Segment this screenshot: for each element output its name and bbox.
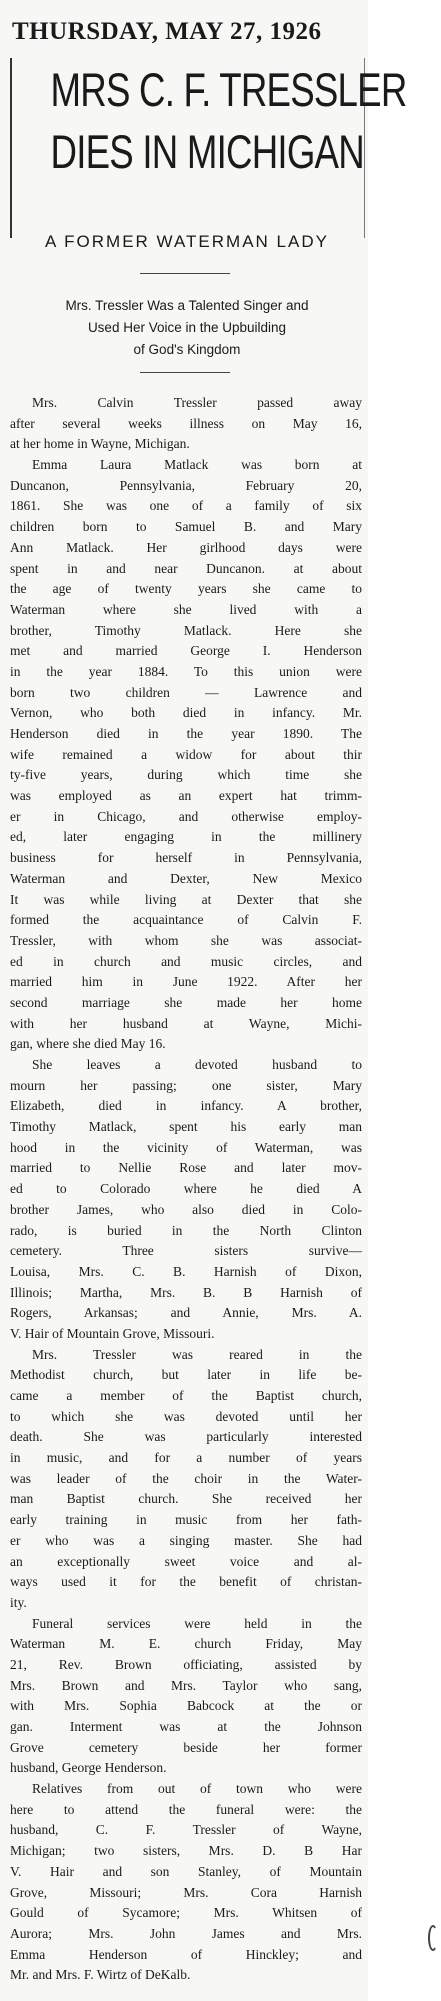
article-line: ity.: [10, 1594, 27, 1610]
article-line: Illinois; Martha, Mrs. B. B Harnish of: [10, 1284, 362, 1300]
article-line: Timothy Matlack, spent his early man: [10, 1119, 362, 1135]
article-line: Waterman and Dexter, New Mexico: [10, 870, 362, 886]
article-line: husband, C. F. Tressler of Wayne,: [10, 1822, 362, 1838]
scan-artifact: [428, 1925, 438, 1951]
article-line: an exceptionally sweet voice and al-: [10, 1553, 362, 1569]
article-line: er who was a singing master. She had: [10, 1532, 362, 1548]
article-line: hood in the vicinity of Waterman, was: [10, 1139, 362, 1155]
article-line: married him in June 1922. After her: [10, 974, 362, 990]
article-line: ed to Colorado where he died A: [10, 1181, 362, 1197]
article-line: Mrs. Calvin Tressler passed away: [32, 395, 362, 410]
article-line: came a member of the Baptist church,: [10, 1388, 362, 1403]
article-line: to which she was devoted until her: [10, 1408, 362, 1424]
article-line: met and married George I. Henderson: [10, 643, 362, 659]
deck-line-1: Mrs. Tressler Was a Talented Singer and: [65, 298, 309, 313]
article-line: in the year 1884. To this union were: [10, 663, 362, 679]
article-line: was employed as an expert hat trimm-: [10, 788, 362, 804]
article-line: er in Chicago, and otherwise employ-: [10, 808, 362, 824]
article-line: gan, where she died May 16.: [10, 1036, 166, 1052]
article-line: brother, Timothy Matlack. Here she: [10, 622, 362, 638]
article-line: Methodist church, but later in life be-: [10, 1367, 362, 1383]
subheadline: A FORMER WATERMAN LADY: [45, 232, 329, 251]
article-line: at her home in Wayne, Michigan.: [10, 436, 190, 452]
article-line: Henderson died in the year 1890. The: [10, 726, 362, 741]
article-line: V. Hair of Mountain Grove, Missouri.: [10, 1325, 215, 1341]
article-line: business for herself in Pennsylvania,: [10, 850, 362, 866]
article-line: early training in music from her fath-: [10, 1512, 362, 1528]
dateline: THURSDAY, MAY 27, 1926: [12, 18, 322, 45]
article-line: with her husband at Wayne, Michi-: [10, 1015, 362, 1031]
article-line: second marriage she made her home: [10, 994, 362, 1010]
article-line: gan. Interment was at the Johnson: [10, 1719, 362, 1734]
deck-line-2: Used Her Voice in the Upbuilding: [87, 320, 287, 335]
article-line: Mrs. Tressler was reared in the: [32, 1346, 362, 1362]
article-line: Ann Matlack. Her girlhood days were: [10, 539, 362, 555]
article-line: ty-five years, during which time she: [10, 767, 362, 783]
article-line: Gould of Sycamore; Mrs. Whitsen of: [10, 1905, 362, 1921]
article-line: Grove, Missouri; Mrs. Cora Harnish: [10, 1884, 362, 1900]
article-line: It was while living at Dexter that she: [10, 891, 362, 907]
article-line: 21, Rev. Brown officiating, assisted by: [10, 1656, 362, 1672]
article-line: Elizabeth, died in infancy. A brother,: [10, 1098, 362, 1114]
article-line: Emma Laura Matlack was born at: [32, 457, 362, 473]
article-line: Tressler, with whom she was associat-: [10, 932, 362, 948]
article-line: brother James, who also died in Colo-: [10, 1201, 362, 1217]
divider-rule: [140, 273, 230, 274]
article-line: V. Hair and son Stanley, of Mountain: [10, 1863, 362, 1879]
article-line: Funeral services were held in the: [32, 1615, 362, 1631]
article-line: She leaves a devoted husband to: [32, 1057, 362, 1072]
article-line: 1861. She was one of a family of six: [10, 498, 362, 514]
article-line: after several weeks illness on May 16,: [10, 415, 362, 431]
article-line: with Mrs. Sophia Babcock at the or: [10, 1698, 362, 1714]
article-line: born two children — Lawrence and: [10, 684, 362, 700]
article-line: husband, George Henderson.: [10, 1760, 167, 1776]
article-line: Rogers, Arkansas; and Annie, Mrs. A.: [10, 1305, 362, 1321]
article-line: married to Nellie Rose and later mov-: [10, 1160, 362, 1176]
article-line: wife remained a widow for about thir: [10, 746, 362, 762]
article-line: ed, later engaging in the millinery: [10, 829, 362, 845]
article-line: children born to Samuel B. and Mary: [10, 519, 362, 535]
article-body: [10, 393, 362, 1986]
article-line: Duncanon, Pennsylvania, February 20,: [10, 477, 362, 493]
article-line: Mrs. Brown and Mrs. Taylor who sang,: [10, 1677, 362, 1693]
headline-line-2: DIES IN MICHIGAN: [50, 125, 364, 178]
article-line: ed in church and music circles, and: [10, 953, 362, 969]
article-line: Waterman M. E. church Friday, May: [10, 1636, 362, 1652]
article-line: in music, and for a number of years: [10, 1450, 362, 1466]
article-line: was leader of the choir in the Water-: [10, 1470, 362, 1486]
deck-line-3: of God's Kingdom: [133, 342, 241, 357]
article-line: formed the acquaintance of Calvin F.: [10, 912, 362, 928]
article-line: cemetery. Three sisters survive—: [10, 1243, 362, 1259]
article-line: rado, is buried in the North Clinton: [10, 1222, 362, 1238]
article-line: here to attend the funeral were: the: [10, 1801, 362, 1817]
article-line: spent in and near Duncanon. at about: [10, 560, 362, 576]
article-line: the age of twenty years she came to: [10, 581, 362, 597]
divider-rule: [140, 372, 230, 373]
article-line: Relatives from out of town who were: [32, 1781, 362, 1797]
article-line: Vernon, who both died in infancy. Mr.: [10, 705, 362, 721]
article-line: Grove cemetery beside her former: [10, 1739, 362, 1755]
article-line: Louisa, Mrs. C. B. Harnish of Dixon,: [10, 1263, 362, 1279]
article-line: Mr. and Mrs. F. Wirtz of DeKalb.: [10, 1967, 191, 1983]
article-line: Michigan; two sisters, Mrs. D. B Har: [10, 1843, 362, 1859]
headline-line-1: MRS C. F. TRESSLER: [50, 63, 407, 116]
article-line: man Baptist church. She received her: [10, 1491, 362, 1507]
article-line: Emma Henderson of Hinckley; and: [10, 1946, 362, 1962]
article-line: mourn her passing; one sister, Mary: [10, 1077, 362, 1093]
article-line: ways used it for the benefit of christan-: [10, 1574, 362, 1590]
article-line: Waterman where she lived with a: [10, 601, 362, 617]
article-line: death. She was particularly interested: [10, 1429, 362, 1445]
article-line: Aurora; Mrs. John James and Mrs.: [10, 1925, 362, 1941]
